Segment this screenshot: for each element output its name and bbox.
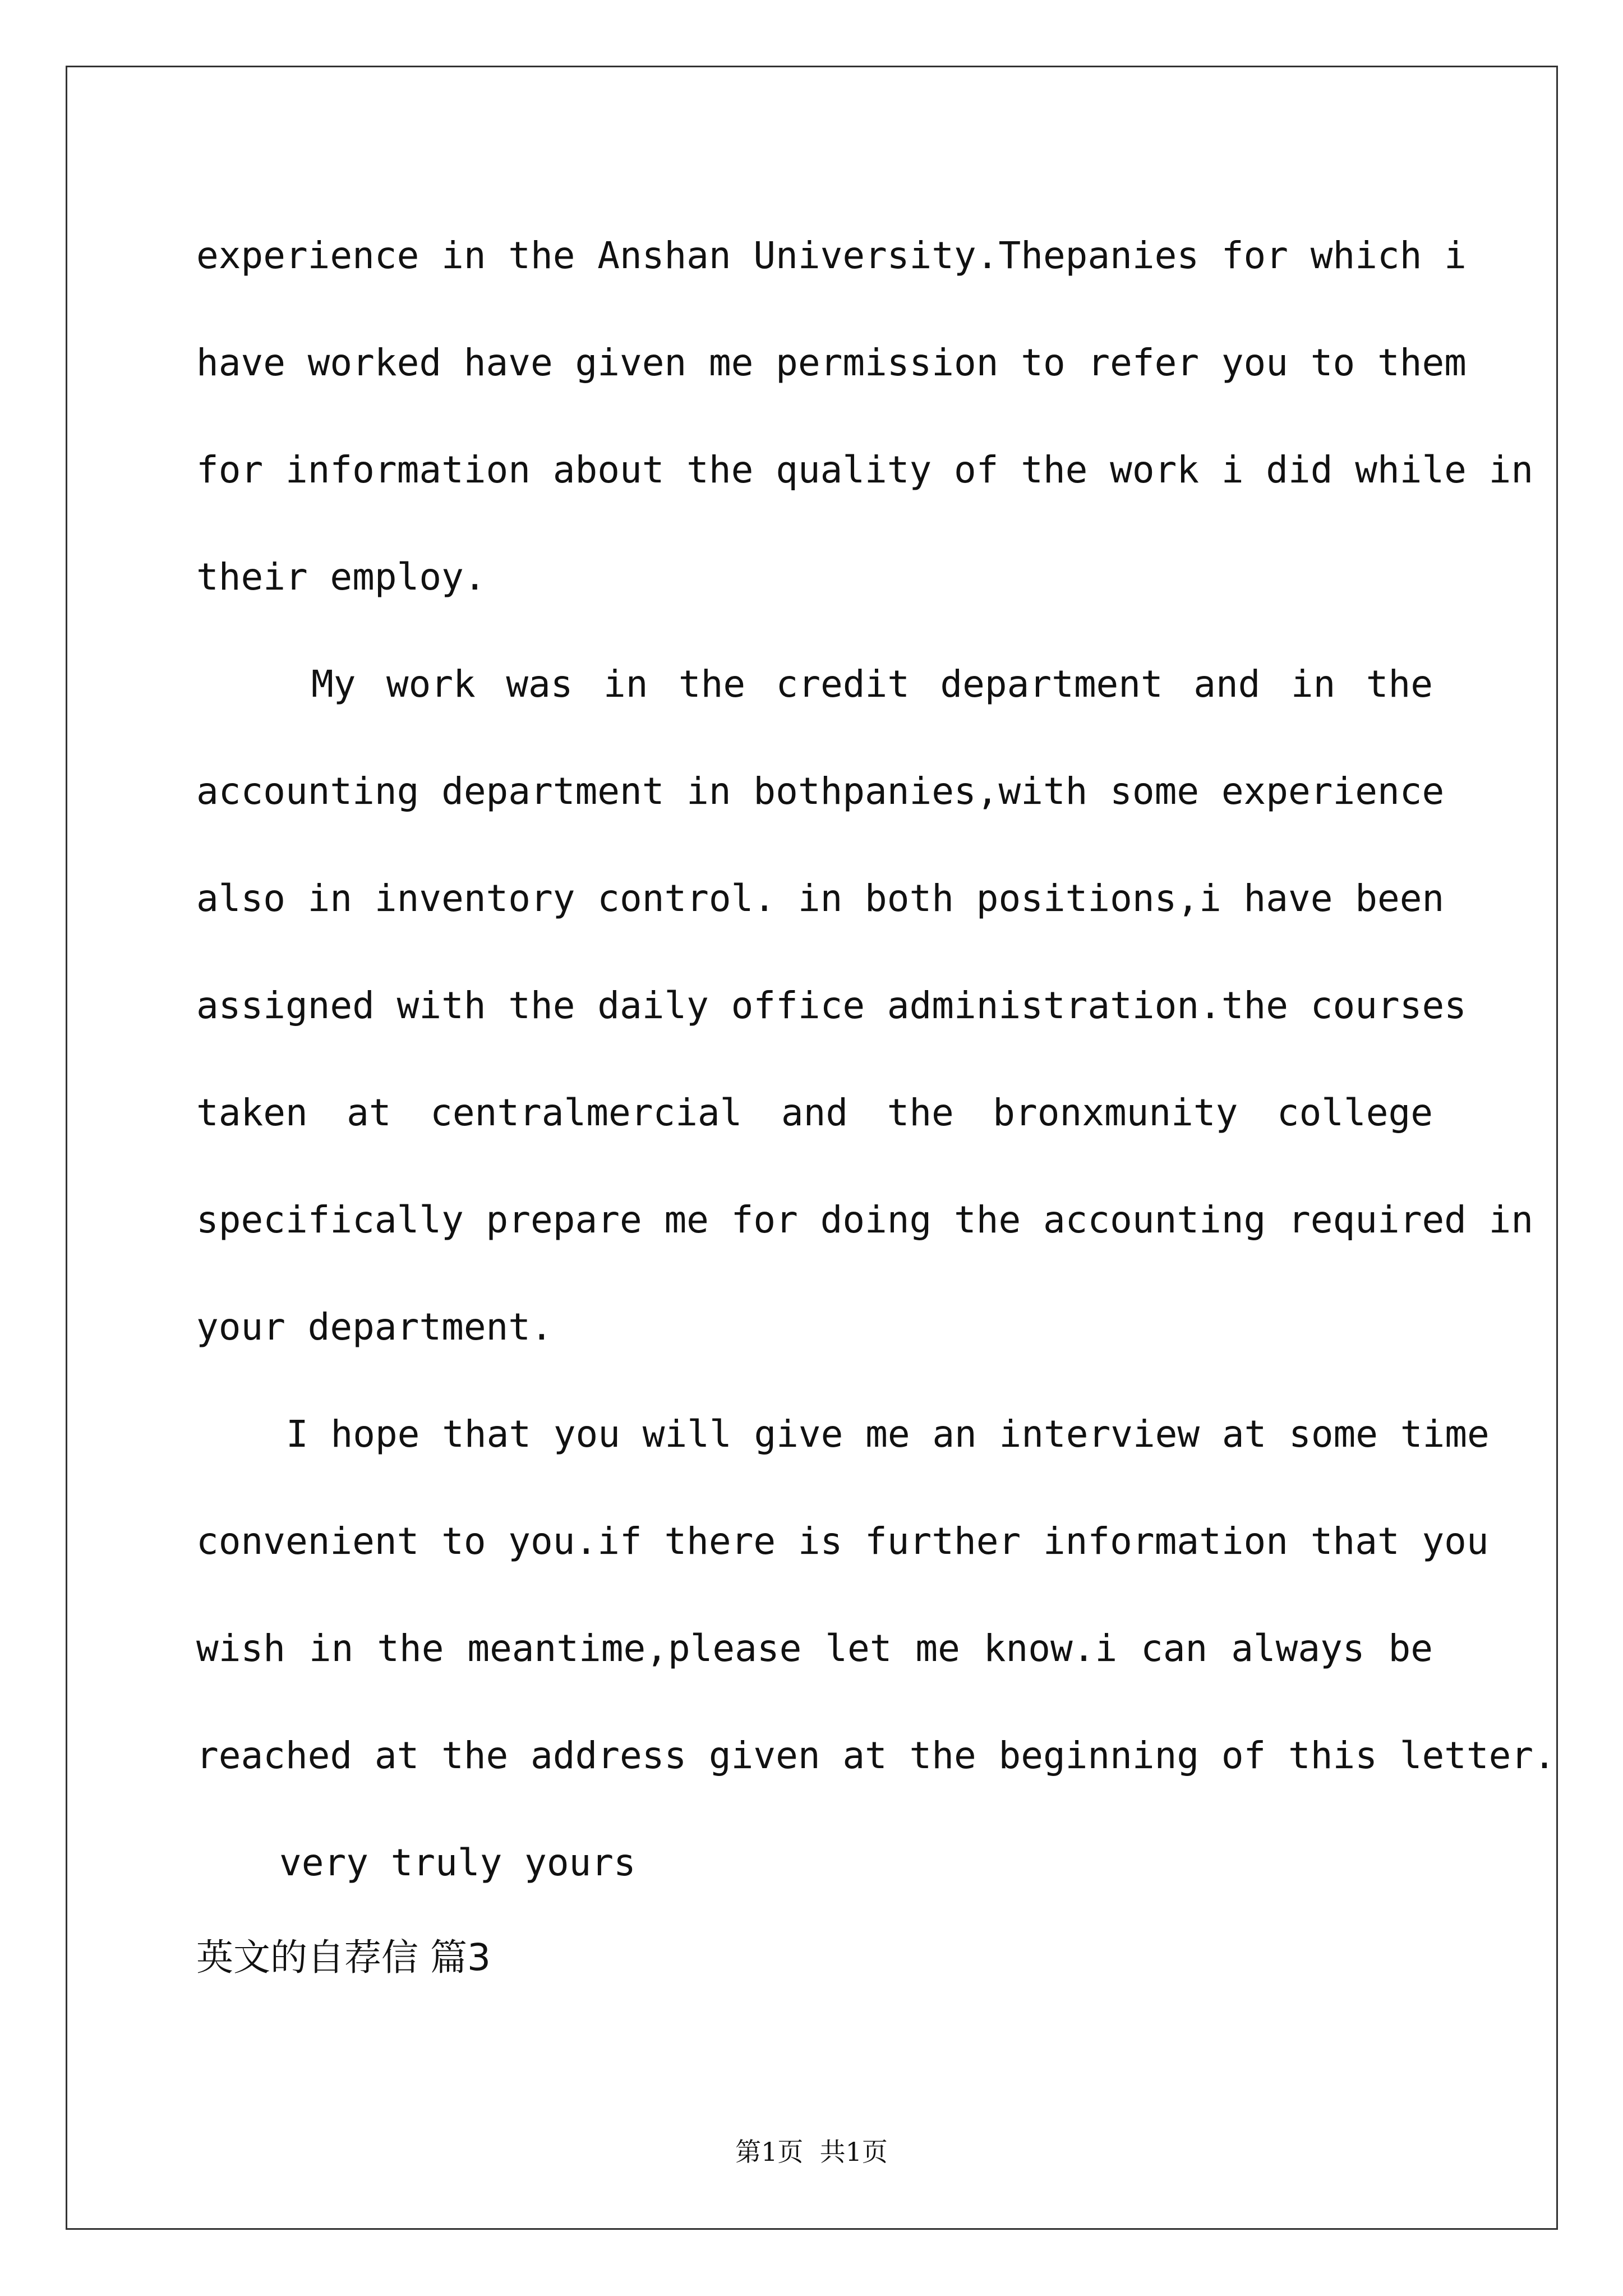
text-line: convenient to you.if there is further information that you	[196, 1520, 1489, 1563]
text-line: your department.	[196, 1305, 553, 1349]
text-line: for information about the quality of the work i did while in	[196, 448, 1534, 491]
page-footer: 第1页 共1页	[735, 2137, 888, 2167]
text-line: wish in the meantime,please let me know.i can always be	[196, 1627, 1433, 1670]
section-heading: 英文的自荐信 篇3	[196, 1936, 491, 1979]
text-line: taken at centralmercial and the bronxmunity college	[196, 1091, 1433, 1134]
text-line: their employ.	[196, 555, 486, 599]
text-line: experience in the Anshan University.Thepanies for which i	[196, 234, 1467, 277]
text-line: have worked have given me permission to refer you to them	[196, 341, 1467, 384]
text-line: assigned with the daily office administration.the courses	[196, 984, 1467, 1027]
text-line: accounting department in bothpanies,with some experience	[196, 770, 1445, 813]
text-line: I hope that you will give me an interview at some time	[286, 1412, 1490, 1456]
closing-line: very truly yours	[279, 1841, 636, 1884]
letter-body	[196, 202, 1556, 1916]
text-line: specifically prepare me for doing the accounting required in	[196, 1198, 1534, 1241]
text-line: also in inventory control. in both positions,i have been	[196, 877, 1445, 920]
text-line: My work was in the credit department and in the	[311, 662, 1433, 706]
text-line: reached at the address given at the beginning of this letter.	[196, 1734, 1556, 1777]
